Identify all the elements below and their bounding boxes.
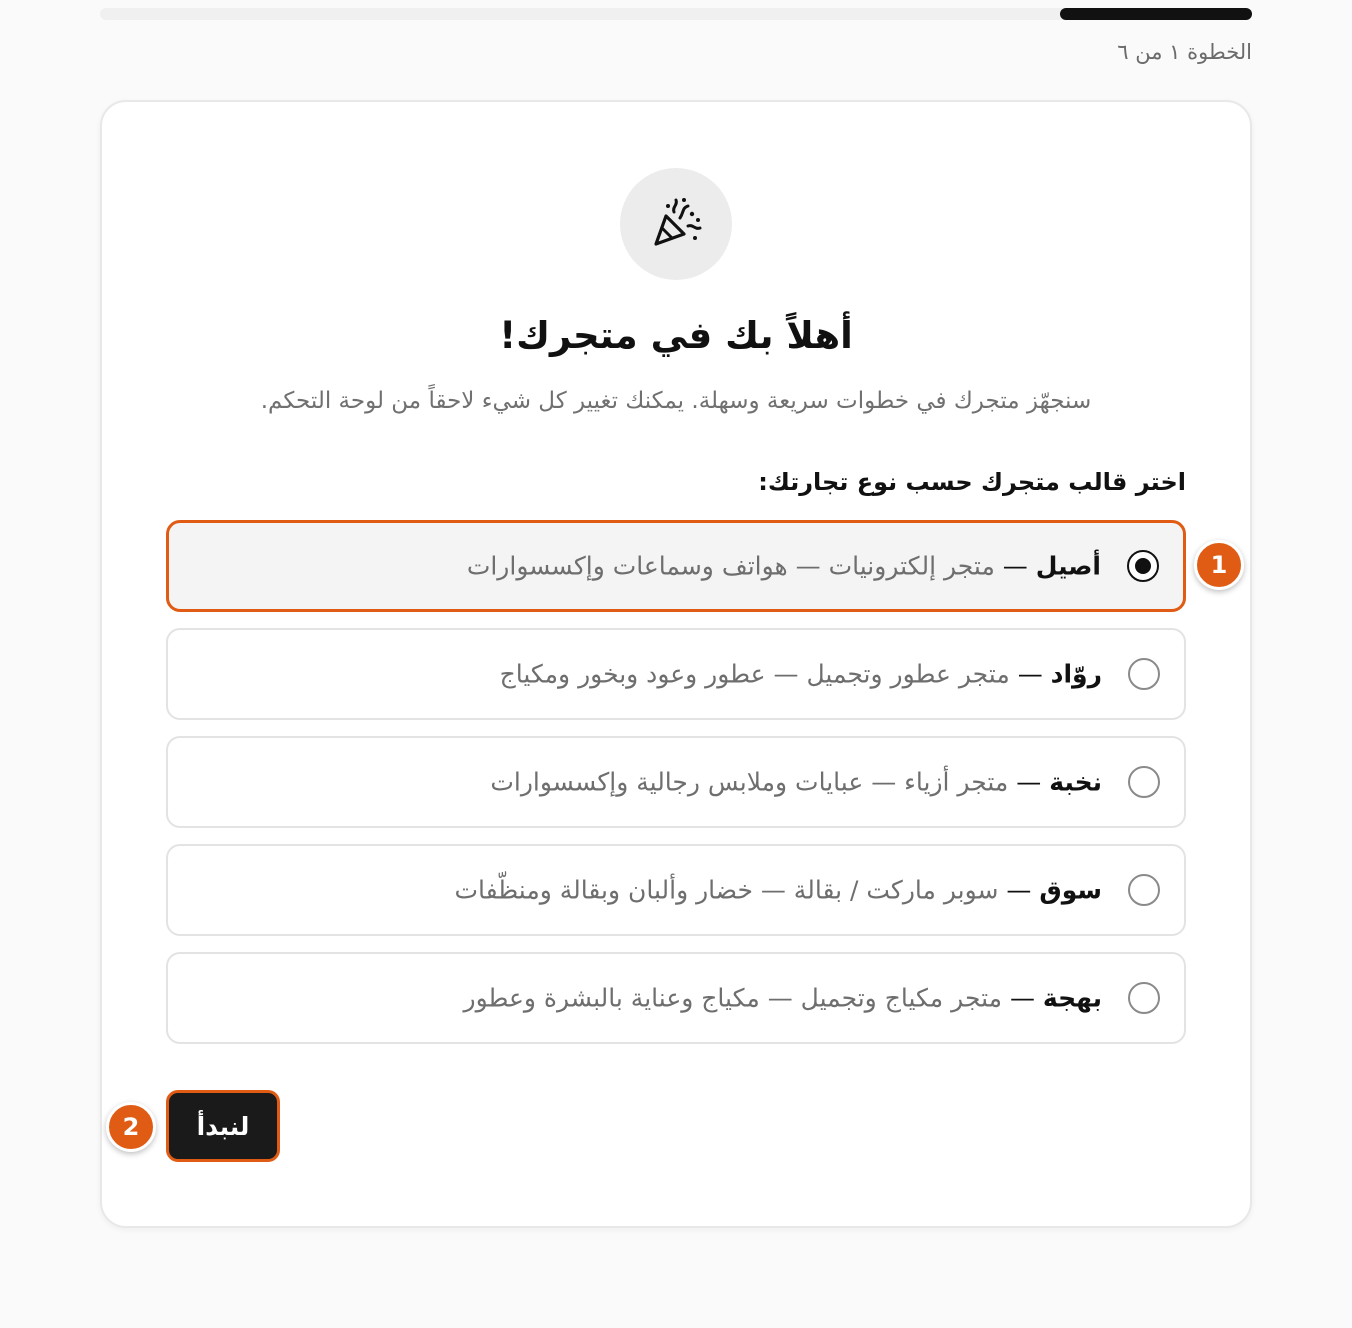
template-option-nukhba[interactable] bbox=[166, 736, 1186, 828]
radio-button[interactable] bbox=[1128, 658, 1160, 690]
progress-bar-fill bbox=[1060, 8, 1252, 20]
template-option-text bbox=[500, 660, 1102, 689]
template-name: نخبة bbox=[1049, 767, 1102, 797]
template-name: بهجة bbox=[1042, 983, 1102, 1013]
template-description: متجر مكياج وتجميل — مكياج وعناية بالبشرة وعطور bbox=[463, 983, 1003, 1013]
template-separator: — bbox=[1016, 767, 1042, 797]
progress-bar bbox=[100, 8, 1252, 20]
template-separator: — bbox=[1002, 551, 1028, 581]
annotation-badge-1: 1 bbox=[1194, 540, 1244, 590]
template-description: متجر إلكترونيات — هواتف وسماعات وإكسسوارات bbox=[466, 551, 995, 581]
radio-button[interactable] bbox=[1128, 766, 1160, 798]
template-choice-label: اختر قالب متجرك حسب نوع تجارتك: bbox=[758, 468, 1186, 496]
party-popper-icon bbox=[648, 196, 704, 252]
radio-selected-dot bbox=[1135, 558, 1151, 574]
template-separator: — bbox=[1006, 875, 1032, 905]
annotation-badge-2: 2 bbox=[106, 1102, 156, 1152]
page-title: أهلاً بك في متجرك! bbox=[499, 314, 853, 357]
radio-button[interactable] bbox=[1128, 874, 1160, 906]
template-name: سوق bbox=[1039, 875, 1102, 905]
hero-icon-circle bbox=[620, 168, 732, 280]
radio-button[interactable] bbox=[1128, 982, 1160, 1014]
template-option-souq[interactable] bbox=[166, 844, 1186, 936]
template-description: متجر عطور وتجميل — عطور وعود وبخور ومكياج bbox=[499, 659, 1010, 689]
template-option-aseel[interactable] bbox=[166, 520, 1186, 612]
template-option-bahja[interactable] bbox=[166, 952, 1186, 1044]
onboarding-card bbox=[100, 100, 1252, 1228]
radio-button[interactable] bbox=[1127, 550, 1159, 582]
template-name: أصيل bbox=[1035, 551, 1101, 581]
template-option-rowad[interactable] bbox=[166, 628, 1186, 720]
start-button[interactable]: لنبدأ bbox=[166, 1090, 280, 1162]
template-separator: — bbox=[1009, 983, 1035, 1013]
template-description: متجر أزياء — عبايات وملابس رجالية وإكسسوارات bbox=[490, 767, 1009, 797]
template-description: سوبر ماركت / بقالة — خضار وألبان وبقالة ومنظّفات bbox=[454, 875, 999, 905]
template-option-text bbox=[467, 552, 1101, 581]
step-label: الخطوة ١ من ٦ bbox=[1117, 40, 1252, 64]
template-separator: — bbox=[1017, 659, 1043, 689]
template-option-text bbox=[464, 984, 1103, 1013]
template-option-text bbox=[454, 876, 1102, 905]
template-name: روّاد bbox=[1050, 659, 1102, 689]
page-subtitle: سنجهّز متجرك في خطوات سريعة وسهلة. يمكنك تغيير كل شيء لاحقاً من لوحة التحكم. bbox=[260, 388, 1092, 414]
template-option-text bbox=[490, 768, 1102, 797]
